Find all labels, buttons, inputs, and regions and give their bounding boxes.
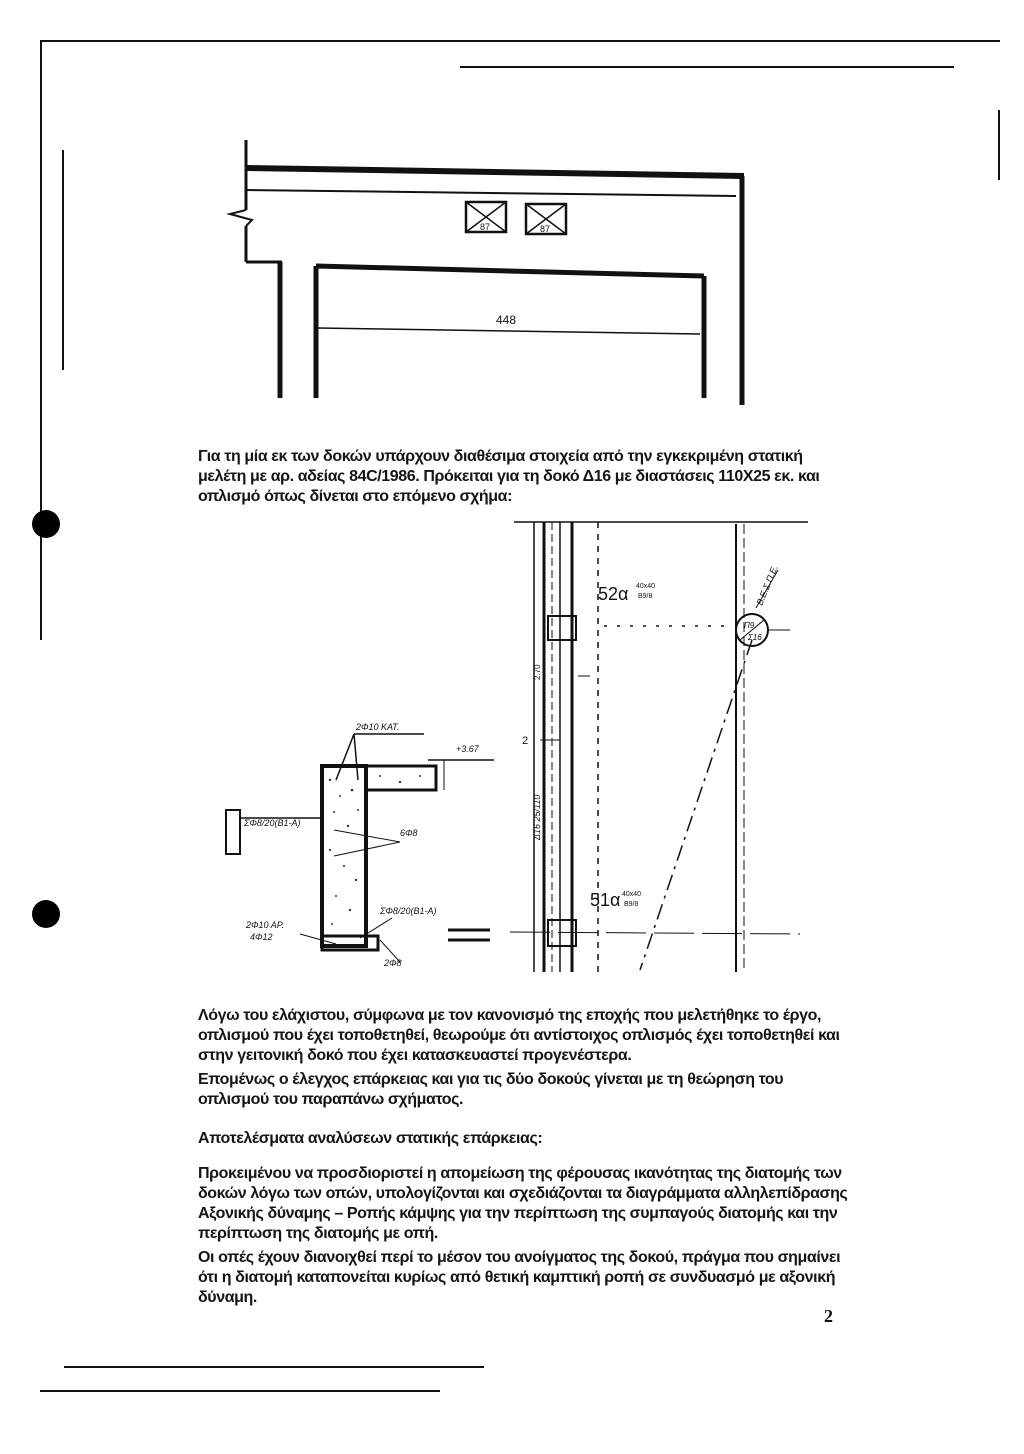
label-circle-1: Π9 [744, 621, 755, 630]
opening-label-2: 87 [540, 224, 551, 234]
section-concrete-texture [329, 775, 421, 925]
label-level: +3.67 [456, 744, 479, 754]
label-diag: Β.Ε.Σ.Π.Ε. [754, 563, 780, 607]
check-paragraph: Επομένως ο έλεγχος επάρκειας και για τις δύο δοκούς γίνεται με τη θεώρηση του οπλισμού του παραπάνω σχήματος. [198, 1071, 784, 1108]
label-stirrups: ΣΦ8/20(Β1-Α) [380, 906, 437, 916]
label-mid: 6Φ8 [400, 828, 418, 838]
label-top-rebar: 2Φ10 ΚΑΤ. [356, 722, 400, 732]
label-52a: 52α [598, 584, 629, 604]
results-heading: Αποτελέσματα αναλύσεων στατικής επάρκειας: [198, 1130, 543, 1147]
label-51a: 51α [590, 890, 621, 910]
label-51a-sup: 40x40 [622, 891, 642, 898]
label-52a-sub: Β9/8 [638, 593, 653, 600]
label-51a-sub: Β9/8 [624, 901, 639, 908]
analysis-paragraph: Προκειμένου να προσδιοριστεί η απομείωση της φέρουσας ικανότητας της διατομής των δοκών λόγω των οπών, υπολογίζονται και σχεδιάζονται τα διαγράμματα αλληλεπίδρασης Αξονικής δύναμης – Ροπής κάμψης για την περίπτωση της συμπαγούς διατομής και την περίπτωση της διατομής με οπή. [198, 1165, 848, 1242]
page-number: 2 [824, 1306, 833, 1326]
label-beam: Δ16 25/110 [532, 794, 542, 840]
label-bottom-left-2: 4Φ12 [250, 932, 273, 942]
label-left: ΣΦ8/20(Β1-Α) [244, 818, 301, 828]
label-bottom-left-1: 2Φ10 ΑΡ. [246, 920, 285, 930]
plan-dimension: 448 [496, 313, 517, 327]
label-bottom: 2Φ8 [384, 958, 402, 968]
label-52a-sup: 40x40 [636, 583, 656, 590]
plan-view [230, 140, 744, 405]
label-num-2: 2 [522, 735, 529, 747]
label-side: 2.70 [533, 664, 542, 680]
reinforcement-paragraph: Λόγω του ελάχιστου, σύμφωνα με τον κανονισμό της εποχής που μελετήθηκε το έργο, οπλισμού που έχει τοποθετηθεί, θεωρούμε ότι αντίστοιχος οπλισμός έχει τοποθετηθεί και στην γειτονική δοκό που έχει κατασκευαστεί προγενέστερα. [198, 1007, 840, 1064]
label-circle-2: Σ16 [748, 633, 762, 642]
openings-paragraph: Οι οπές έχουν διανοιχθεί περί το μέσον του ανοίγματος της δοκού, πράγμα που σημαίνει ότι η διατομή καταπονείται κυρίως από θετική καμπτική ροπή σε συνδυασμό με αξονική δύναμη. [198, 1249, 841, 1306]
intro-paragraph: Για τη μία εκ των δοκών υπάρχουν διαθέσιμα στοιχεία από την εγκεκριμένη στατική μελέτη με αρ. αδείας 84C/1986. Πρόκειται για τη δοκό Δ16 με διαστάσεις 110Χ25 εκ. και οπλισμό όπως δίνεται στο επόμενο σχήμα: [198, 448, 820, 505]
opening-label-1: 87 [480, 222, 491, 232]
